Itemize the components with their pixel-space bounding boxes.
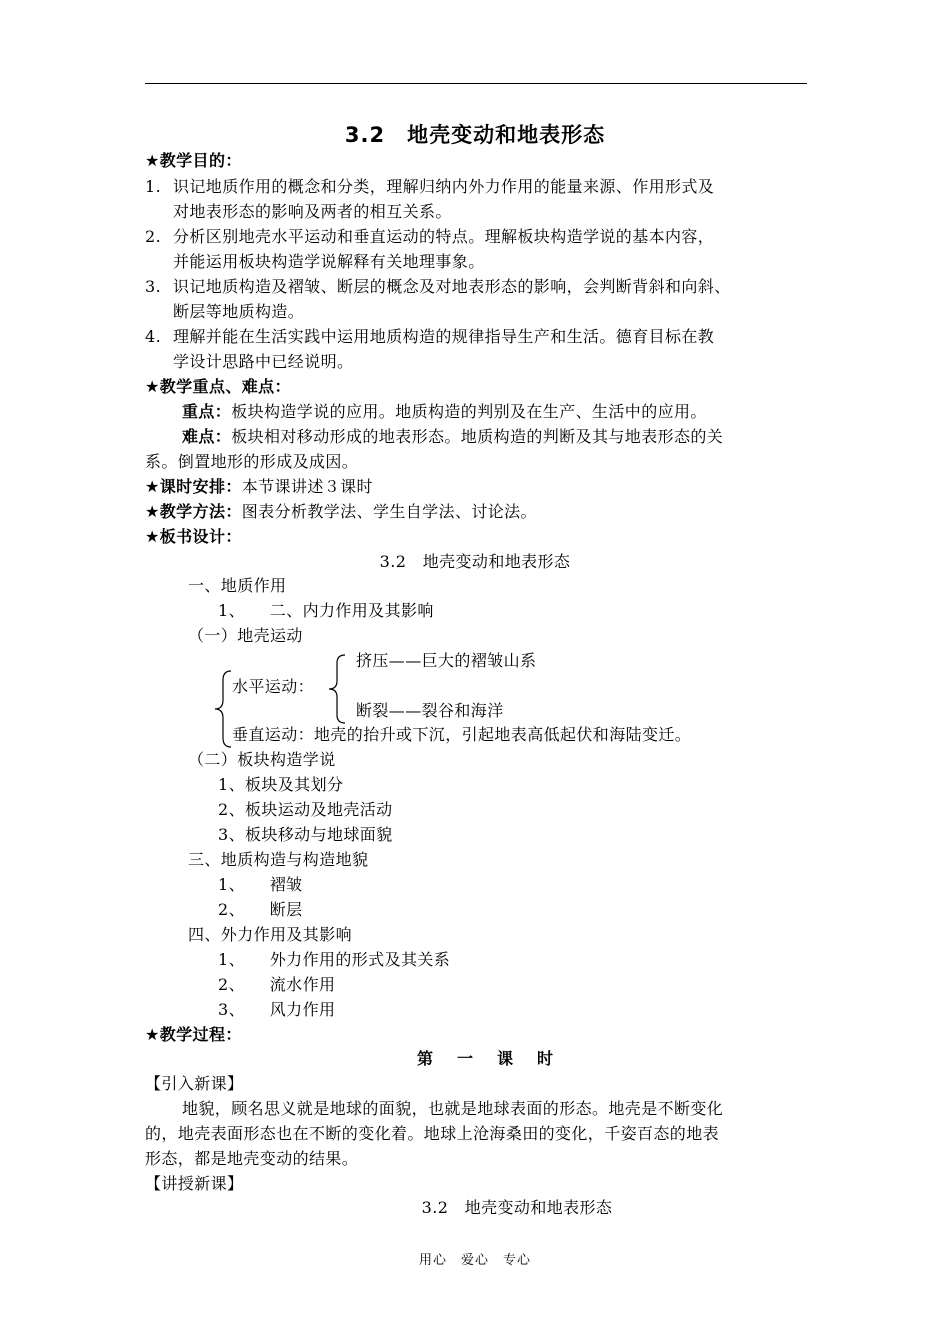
process-heading: ★教学过程： xyxy=(145,1025,242,1044)
schedule-line xyxy=(145,476,373,498)
outline-item-16: 1、 外力作用的形式及其关系 xyxy=(218,950,451,969)
page-footer: 用心 爱心 专心 xyxy=(418,1253,531,1268)
inner-brace-icon xyxy=(326,654,348,724)
outline-item-18: 3、 风力作用 xyxy=(218,1000,336,1019)
objective-3-line-2: 断层等地质构造。 xyxy=(173,302,305,321)
outline-item-8: （二）板块构造学说 xyxy=(188,750,336,769)
outline-item-13: 1、 褶皱 xyxy=(218,875,303,894)
schedule-label: ★课时安排： xyxy=(145,477,242,496)
intro-paragraph-line-2: 的，地壳表面形态也在不断的变化着。地球上沧海桑田的变化，千姿百态的地表 xyxy=(145,1124,720,1143)
outline-item-15: 四、外力作用及其影响 xyxy=(188,925,353,944)
outline-item-11: 3、板块移动与地球面貌 xyxy=(218,825,393,844)
key-point-line xyxy=(182,401,707,423)
outer-brace-icon xyxy=(212,670,234,748)
method-line xyxy=(145,501,537,523)
objective-4-number: 4. xyxy=(145,327,162,346)
board-design-heading: ★板书设计： xyxy=(145,527,242,546)
outline-item-horizontal: 水平运动： xyxy=(232,677,315,696)
intro-paragraph-line-1: 地貌，顾名思义就是地球的面貌，也就是地球表面的形态。地壳是不断变化 xyxy=(182,1099,724,1118)
intro-paragraph-line-3: 形态，都是地壳变动的结果。 xyxy=(145,1149,359,1168)
key-point-label: 重点： xyxy=(182,402,232,421)
objective-2-line-2: 并能运用板块构造学说解释有关地理事象。 xyxy=(173,252,485,271)
outline-item-3: （一）地壳运动 xyxy=(188,626,303,645)
objective-3-line-1: 识记地质构造及褶皱、断层的概念及对地表形态的影响，会判断背斜和向斜、 xyxy=(173,277,731,296)
difficulty-text-continued: 系。倒置地形的形成及成因。 xyxy=(145,452,359,471)
method-label: ★教学方法： xyxy=(145,502,242,521)
objectives-heading: ★教学目的： xyxy=(145,151,242,170)
intro-label: 【引入新课】 xyxy=(145,1074,244,1093)
outline-item-1: 一、地质作用 xyxy=(188,576,287,595)
objective-4-line-1: 理解并能在生活实践中运用地质构造的规律指导生产和生活。德育目标在教 xyxy=(173,327,715,346)
schedule-text: 本节课讲述３课时 xyxy=(241,477,373,496)
key-point-text: 板块构造学说的应用。地质构造的判别及在生产、生活中的应用。 xyxy=(231,402,707,421)
document-title: 3.2 地壳变动和地表形态 xyxy=(344,123,606,147)
objective-4-line-2: 学设计思路中已经说明。 xyxy=(173,352,354,371)
objective-1-line-1: 识记地质作用的概念和分类，理解归纳内外力作用的能量来源、作用形式及 xyxy=(173,177,715,196)
outline-item-17: 2、 流水作用 xyxy=(218,975,336,994)
objective-1-line-2: 对地表形态的影响及两者的相互关系。 xyxy=(173,202,452,221)
board-title: 3.2 地壳变动和地表形态 xyxy=(379,552,571,571)
method-text: 图表分析教学法、学生自学法、讨论法。 xyxy=(241,502,537,521)
key-points-heading: ★教学重点、难点： xyxy=(145,377,291,396)
outline-item-9: 1、板块及其划分 xyxy=(218,775,344,794)
difficulty-line xyxy=(182,426,723,448)
header-rule xyxy=(145,83,807,84)
outline-item-vertical: 垂直运动：地壳的抬升或下沉，引起地表高低起伏和海陆变迁。 xyxy=(232,725,692,744)
teach-title: 3.2 地壳变动和地表形态 xyxy=(421,1198,613,1217)
objective-2-line-1: 分析区别地壳水平运动和垂直运动的特点。理解板块构造学说的基本内容， xyxy=(173,227,715,246)
outline-item-fracture: 断裂——裂谷和海洋 xyxy=(356,701,504,720)
outline-item-12: 三、地质构造与构造地貌 xyxy=(188,850,369,869)
outline-item-squeeze: 挤压——巨大的褶皱山系 xyxy=(356,651,537,670)
outline-item-14: 2、 断层 xyxy=(218,900,303,919)
difficulty-label: 难点： xyxy=(182,427,232,446)
outline-item-2: 1、 二、内力作用及其影响 xyxy=(218,601,434,620)
outline-item-10: 2、板块运动及地壳活动 xyxy=(218,800,393,819)
teach-label: 【讲授新课】 xyxy=(145,1174,244,1193)
objective-3-number: 3. xyxy=(145,277,162,296)
objective-1-number: 1. xyxy=(145,177,162,196)
lesson-title: 第一课时 xyxy=(416,1049,577,1068)
difficulty-text: 板块相对移动形成的地表形态。地质构造的判断及其与地表形态的关 xyxy=(231,427,724,446)
objective-2-number: 2. xyxy=(145,227,162,246)
